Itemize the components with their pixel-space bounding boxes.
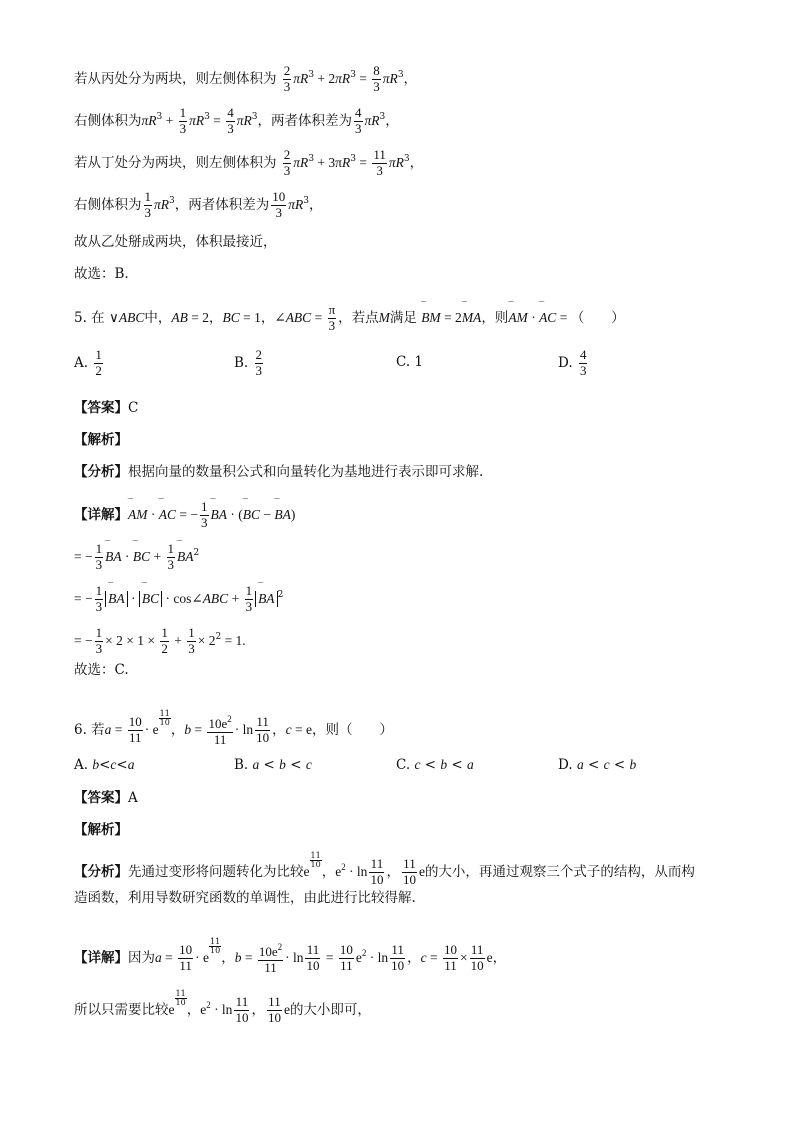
text: 满足	[389, 309, 417, 326]
question-number: 6. 若	[74, 722, 105, 738]
q6-option-c: C. c < b < a	[396, 757, 474, 773]
answer-value: A	[128, 790, 138, 806]
answer-6	[74, 792, 734, 806]
fenxi-label: 【分析】	[74, 464, 128, 480]
answer-label: 【答案】	[74, 790, 128, 806]
fenxi-6-line-2: 造函数，利用导数研究函数的单调性，由此进行比较得解.	[74, 890, 416, 906]
q5-option-b: B. $\frac{2}{3}$	[234, 347, 263, 378]
text-line-4: 右侧体积为 $\frac{1}{3}$ $\pi R^3$，两者体积差为 $\frac{10}{3}$ $\pi R^3$，	[74, 189, 323, 220]
q6-option-a: A. b<c<a	[74, 757, 135, 773]
option-label: D.	[558, 354, 573, 371]
answer-label: 【答案】	[74, 400, 128, 416]
option-label: A.	[74, 354, 89, 371]
fenxi-5	[74, 466, 734, 480]
text-line-2: 右侧体积为$\pi R^3$ + $\frac{1}{3}$ $\pi R^3$ = $\frac{4}{3}$ $\pi R^3$，两者体积差为 $\frac{4}{3}$ $\pi R^3$，	[74, 105, 399, 136]
text: 的大小即可，	[289, 1002, 371, 1018]
text-line-1: 若从丙处分为两块，则左侧体积为 $\frac{2}{3}$ $\pi R^3 + 2\pi R^3$ = $\frac{8}{3}$ $\pi R^3$，	[74, 63, 418, 94]
text: 若从丙处分为两块，则左侧体积为	[74, 70, 277, 87]
xiangjie-5-line-2: = − $\frac{1}{3}$ ‾‾ BA · ‾‾ BC + $\frac{1}{3}$ ‾‾ $BA^2$	[74, 542, 734, 573]
fenxi-label: 【分析】	[74, 864, 128, 880]
q5-option-d: D. $\frac{4}{3}$	[558, 347, 587, 378]
text: ，若点	[338, 309, 379, 326]
text: 先通过变形将问题转化为比较	[128, 864, 304, 880]
jiexi-label-6: 【解析】	[74, 822, 128, 838]
option-label: A.	[74, 757, 89, 773]
answer-blank: （ ）	[570, 309, 625, 326]
text-line-3: 若从丁处分为两块，则左侧体积为 $\frac{2}{3}$ $\pi R^3 + 3\pi R^3$ = $\frac{11}{3}$ $\pi R^3$，	[74, 147, 424, 178]
text: ，两者体积差为	[174, 196, 270, 213]
text: ，则（ ）	[312, 722, 393, 738]
text: 根据向量的数量积公式和向量转化为基地进行表示即可求解.	[128, 464, 484, 480]
text: 若从丁处分为两块，则左侧体积为	[74, 154, 277, 171]
xiangjie-6-line-2: 所以只需要比较e $\frac{11}{10}$ ，$e^2 \cdot \ln$ $\frac{11}{10}$ ， $\frac{11}{10}$ e的大小即可，	[74, 989, 371, 1025]
option-label: D.	[558, 757, 573, 773]
text: 中，	[144, 309, 172, 326]
text-line-6: 故选：B.	[74, 266, 129, 282]
xiangjie-5-line-1: 【详解】‾‾ AM · ‾‾ AC = − $\frac{1}{3}$ ‾‾ BA · (‾‾ BC − ‾‾ BA)	[74, 500, 734, 531]
xiangjie-6-line-1: 【详解】因为a = $\frac{10}{11}$ · e $\frac{11}{10}$ ，b = $\frac{10e^2}{11}$ · ln $\frac{11}{10}$ = $\frac{10}{11}$ $e^2 \cdot \ln$ $\frac{11}{10}$ ，c = $\frac{10}{11}$ × $\frac{11}{10}$ e，	[74, 937, 507, 975]
option-label: B.	[234, 354, 249, 371]
question-6: 6. 若a = $\frac{10}{11}$ · e $\frac{11}{10}$ ，b = $\frac{10e^2}{11}$ · ln $\frac{11}{10}$ ，c = e，则（ ）	[74, 709, 393, 747]
fenxi-6-line-1: 【分析】先通过变形将问题转化为比较e $\frac{11}{10}$ ，$e^2 \cdot \ln$ $\frac{11}{10}$ ， $\frac{11}{10}$ e的大小，再通过观察三个式子的结构，从而构	[74, 851, 695, 887]
q6-option-d: D. a < c < b	[558, 757, 637, 773]
text: 的大小，再通过观察三个式子的结构，从而构	[424, 864, 695, 880]
text: 右侧体积为	[74, 196, 142, 213]
xiangjie-5-line-3: = − $\frac{1}{3}$ ‾‾ BA · ‾‾ BC · cos∠ABC + $\frac{1}{3}$ ‾‾ BA $^2$	[74, 584, 734, 615]
answer-value: C	[128, 400, 139, 416]
q5-option-c: C. 1	[396, 354, 424, 370]
xiangjie-label: 【详解】	[74, 950, 128, 966]
question-number: 5. 在	[74, 309, 105, 326]
q6-option-b: B. a < b < c	[234, 757, 312, 773]
text: ，两者体积差为	[257, 112, 352, 129]
question-5: 5. 在 ∨ABC中，AB = 2，BC = 1，∠ABC = $\frac{\pi}{3}$ ，若点M满足 ‾‾ BM = 2‾‾ MA，则‾‾ AM · ‾‾ AC = （ ）	[74, 303, 734, 334]
answer-5	[74, 402, 734, 416]
text: 右侧体积为	[74, 112, 142, 129]
xiangjie-5-line-4: = − $\frac{1}{3}$ × 2 × 1 × $\frac{1}{2}$ + $\frac{1}{3}$ × $2^2 = 1$.	[74, 625, 246, 656]
option-label: B.	[234, 757, 249, 773]
text-line-5: 故从乙处掰成两块，体积最接近，	[74, 234, 277, 250]
jiexi-label-5: 【解析】	[74, 432, 128, 448]
text: 因为	[128, 950, 155, 966]
option-label: C.	[396, 757, 411, 773]
text: ，则	[481, 309, 509, 326]
guxuan-5: 故选：C.	[74, 662, 129, 678]
text: 所以只需要比较	[74, 1002, 169, 1018]
xiangjie-label: 【详解】	[74, 506, 128, 523]
q5-option-a: A. $\frac{1}{2}$	[74, 347, 102, 378]
